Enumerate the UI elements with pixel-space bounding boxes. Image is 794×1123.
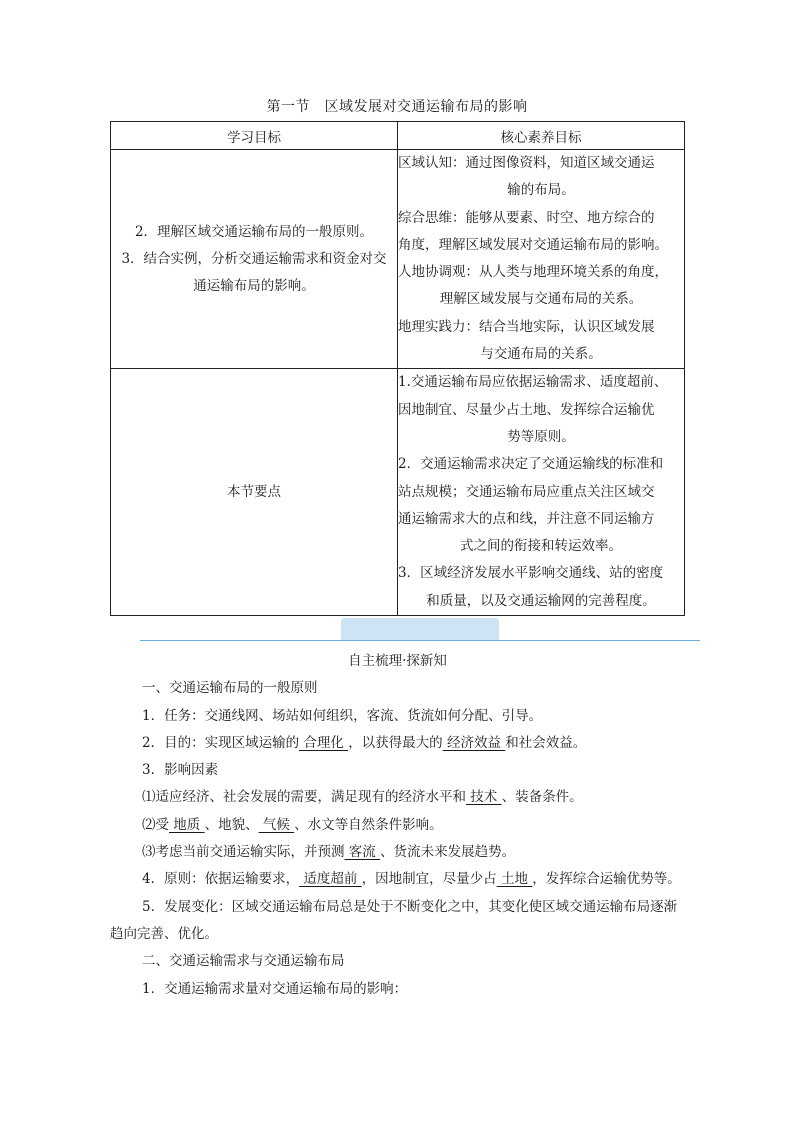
answer-blank: 适度超前 <box>299 871 362 888</box>
answer-blank: 合理化 <box>299 734 349 751</box>
paragraph-factor-2: ⑵受 地质 、地貌、 气候 、水文等自然条件影响。 <box>142 816 443 833</box>
objectives-table <box>110 121 685 616</box>
page-title: 第一节 区域发展对交通运输布局的影响 <box>266 99 528 115</box>
heading-1: 一、交通运输布局的一般原则 <box>142 680 318 697</box>
answer-blank: 经济效益 <box>442 734 506 751</box>
key-point-line: 式之间的衔接和转运效率。 <box>460 538 622 555</box>
answer-blank: 土地 <box>496 871 533 888</box>
key-point-line: 和质量，以及交通运输网的完善程度。 <box>426 592 656 609</box>
key-points-label: 本节要点 <box>111 369 398 616</box>
heading-2: 二、交通运输需求与交通运输布局 <box>142 953 345 970</box>
goal-line: 通运输布局的影响。 <box>193 277 315 294</box>
section-divider <box>140 640 700 641</box>
answer-blank: 客流 <box>344 844 381 861</box>
paragraph-demand: 1．交通运输需求量对交通运输布局的影响： <box>142 980 408 997</box>
literacy-line: 人地协调观：从人类与地理环境关系的角度， <box>398 264 668 281</box>
goal-line: 2．理解区域交通运输布局的一般原则。 <box>134 223 374 240</box>
key-point-line: 势等原则。 <box>507 428 575 445</box>
key-point-line: 通运输需求大的点和线，并注意不同运输方 <box>398 510 655 527</box>
literacy-line: 输的布局。 <box>507 182 575 199</box>
main-content <box>110 648 685 1003</box>
key-point-line: 3．区域经济发展水平影响交通线、站的密度 <box>398 565 664 582</box>
key-point-line: 1.交通运输布局应依据运输需求、适度超前、 <box>398 374 668 391</box>
literacy-line: 区域认知：通过图像资料，知道区域交通运 <box>398 155 655 171</box>
literacy-line: 与交通布局的关系。 <box>480 346 602 363</box>
literacy-line: 角度，理解区域发展对交通运输布局的影响。 <box>398 236 668 253</box>
answer-blank: 地质 <box>169 816 205 833</box>
learning-goals-cell <box>111 150 398 369</box>
literacy-line: 理解区域发展与交通布局的关系。 <box>439 291 643 308</box>
key-point-line: 因地制宜、尽量少占土地、发挥综合运输优 <box>398 401 655 418</box>
paragraph-factors: 3．影响因素 <box>142 762 219 779</box>
paragraph-factor-3: ⑶考虑当前交通运输实际，并预测 客流 、货流未来发展趋势。 <box>142 844 516 861</box>
paragraph-development: 5．发展变化：区域交通运输布局总是处于不断变化之中，其变化使区域交通运输布局逐渐趋向完善、优化。 <box>110 898 678 942</box>
paragraph-factor-1: ⑴适应经济、社会发展的需要，满足现有的经济水平和 技术 、装备条件。 <box>142 789 583 806</box>
literacy-line: 地理实践力：结合当地实际，认识区域发展 <box>398 318 655 335</box>
header-core-literacy: 核心素养目标 <box>398 122 685 150</box>
key-point-line: 2．交通运输需求决定了交通运输线的标准和 <box>398 456 664 473</box>
core-literacy-cell <box>398 150 685 369</box>
answer-blank: 气候 <box>258 816 295 833</box>
header-learning-goals: 学习目标 <box>111 122 398 150</box>
paragraph-purpose: 2．目的：实现区域运输的 合理化 ，以获得最大的 经济效益 和社会效益。 <box>142 734 587 751</box>
paragraph-task: 1．任务：交通线网、场站如何组织，客流、货流如何分配、引导。 <box>142 707 543 724</box>
section-heading: 自主梳理·探新知 <box>348 653 447 669</box>
key-point-line: 站点规模；交通运输布局应重点关注区域交 <box>398 483 655 500</box>
paragraph-principles: 4．原则：依据运输要求， 适度超前 ，因地制宜，尽量少占 土地 ，发挥综合运输优势等。 <box>142 871 681 888</box>
goal-line: 3．结合实例，分析交通运输需求和资金对交 <box>121 250 387 267</box>
section-tab-decoration <box>341 618 499 640</box>
key-points-cell <box>398 369 685 616</box>
answer-blank: 技术 <box>466 789 502 806</box>
literacy-line: 综合思维：能够从要素、时空、地方综合的 <box>398 209 655 226</box>
